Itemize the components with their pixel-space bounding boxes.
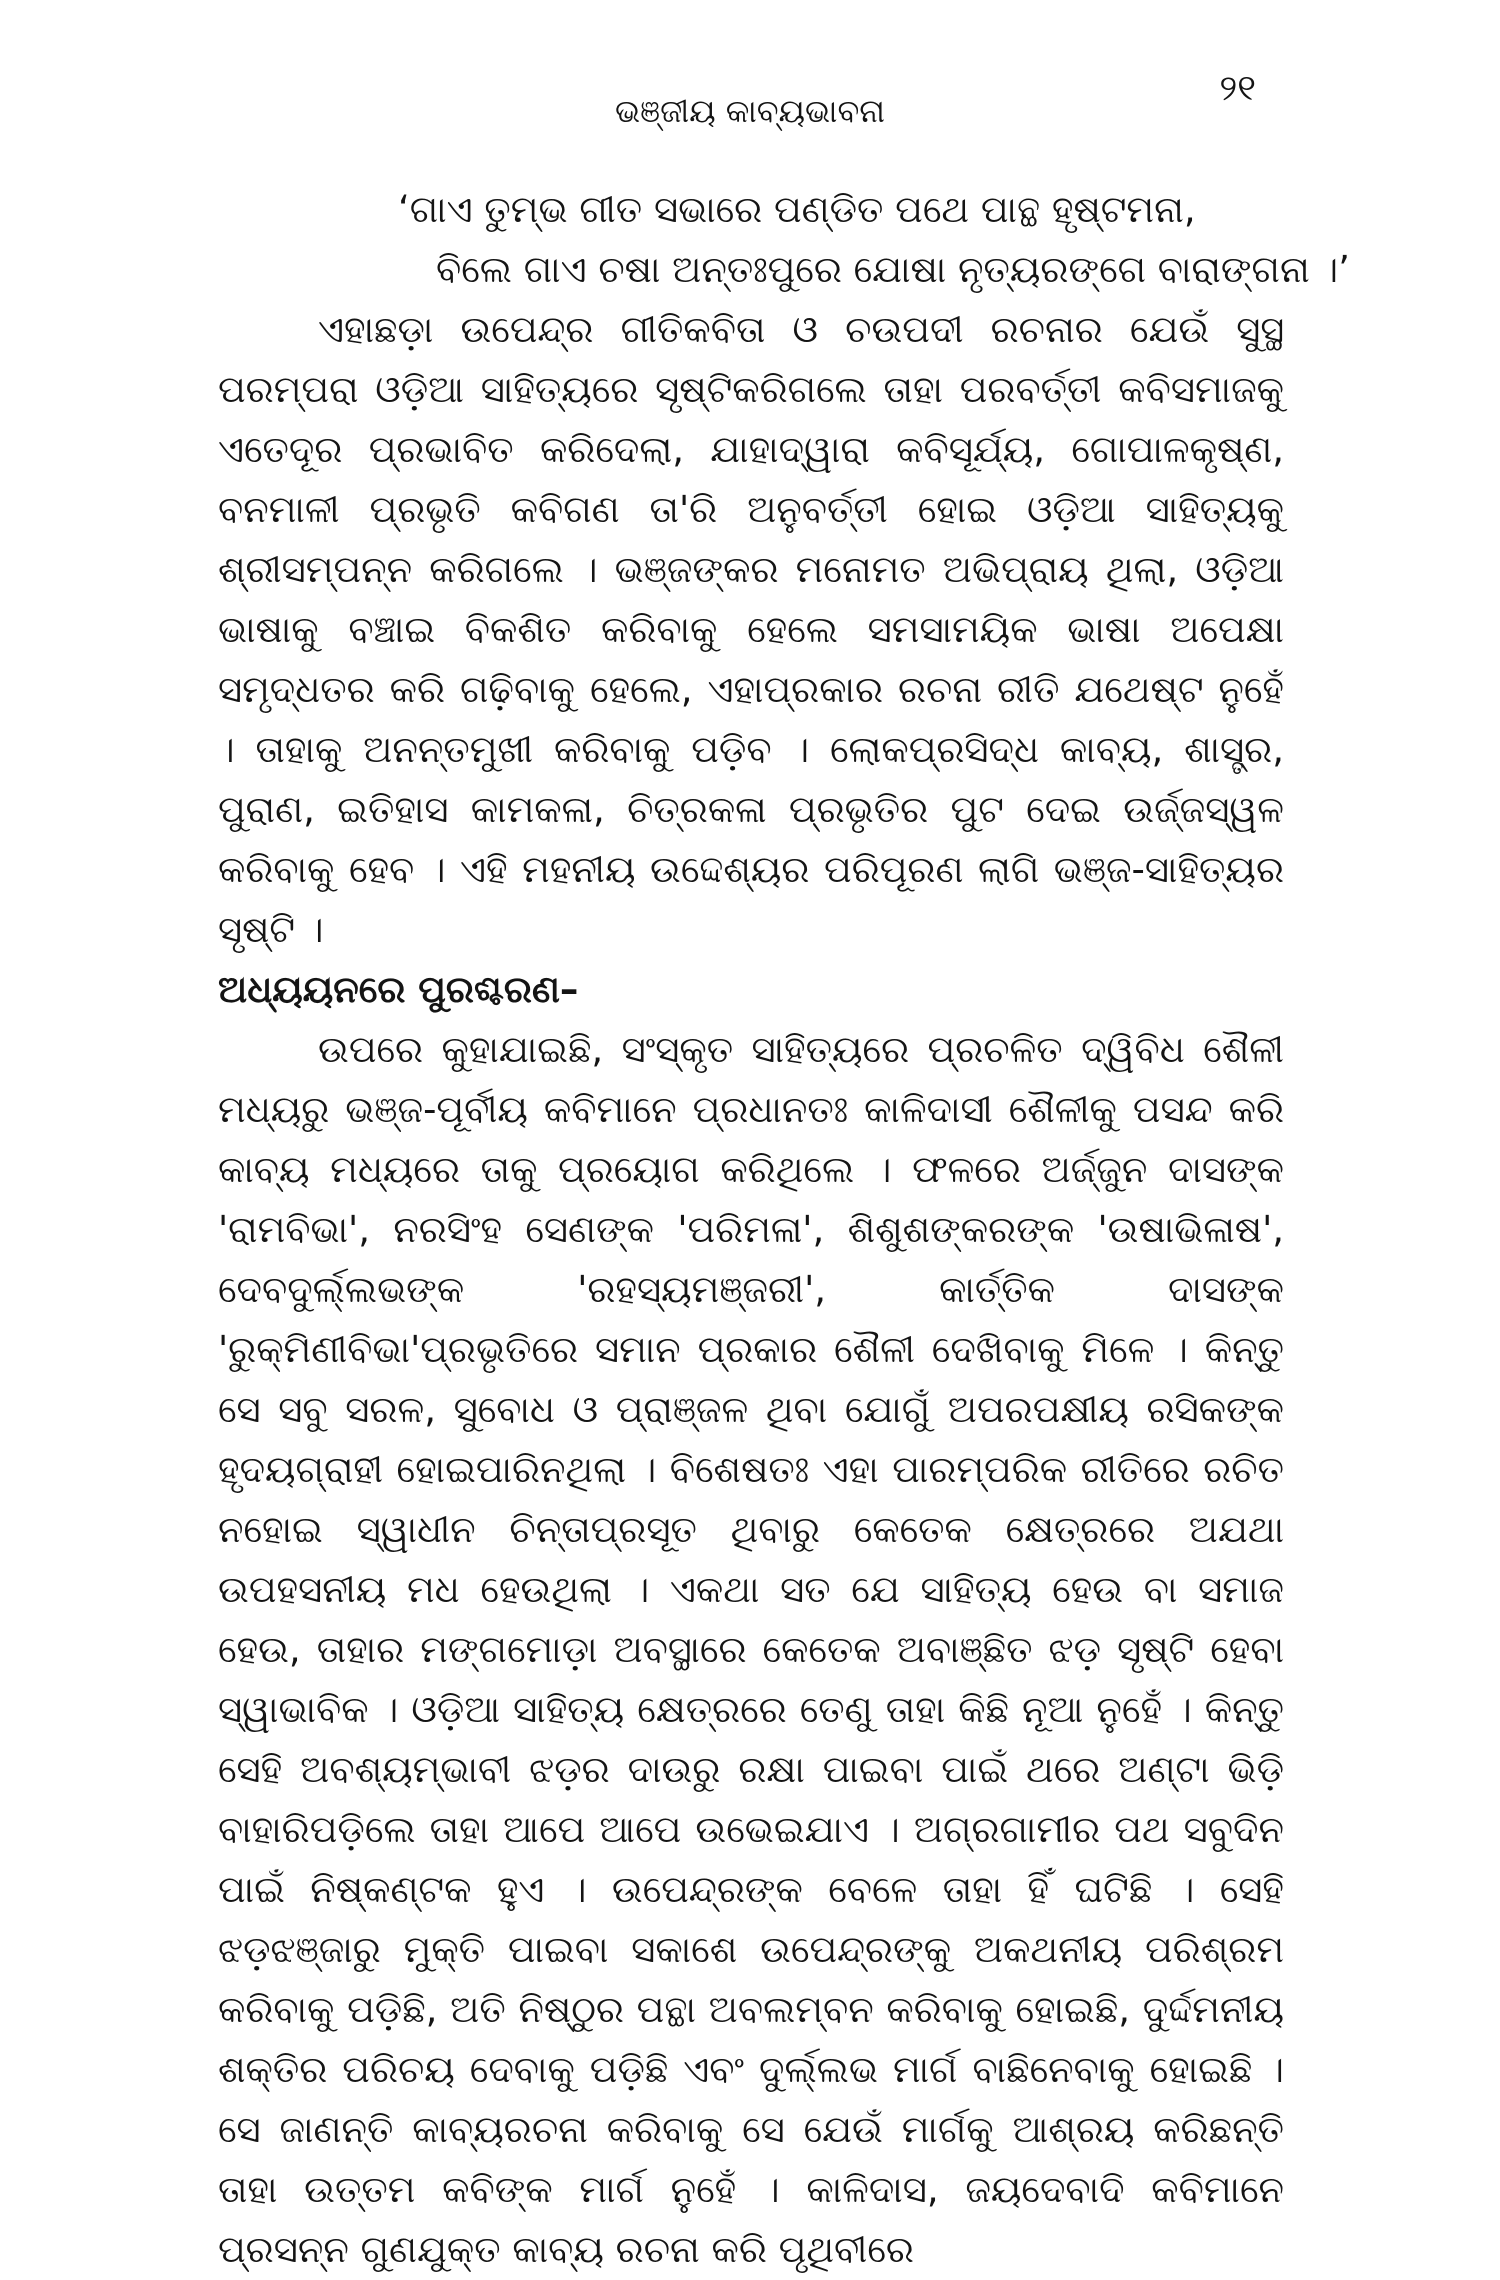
verse-line-2: ବିଲେ ଗାଏ ଚଷା ଅନ୍ତଃପୁରେ ଯୋଷା ନୃତ୍ୟରଙ୍ଗେ ବାରାଙ୍ଗନା ।’ bbox=[436, 248, 1350, 291]
paragraph-2: ଉପରେ କୁହାଯାଇଛି, ସଂସ୍କୃତ ସାହିତ୍ୟରେ ପ୍ରଚଳିତ ଦ୍ୱିବିଧ ଶୈଳୀ ମଧ୍ୟରୁ ଭଞ୍ଜ-ପୂର୍ବୀୟ କବିମାନେ ପ୍ରଧାନତଃ କାଳିଦାସୀ ଶୈଳୀକୁ ପସନ୍ଦ କରି କାବ୍ୟ ମଧ୍ୟରେ ତାକୁ ପ୍ରୟୋଗ କରିଥିଲେ । ଫଳରେ ଅର୍ଜ୍ଜୁନ ଦାସଙ୍କ 'ରାମବିଭା', ନରସିଂହ ସେଣଙ୍କ 'ପରିମଳା', ଶିଶୁଶଙ୍କରଙ୍କ 'ଉଷାଭିଳାଷ', ଦେବଦୁର୍ଲ୍ଲଭଙ୍କ 'ରହସ୍ୟମଞ୍ଜରୀ', କାର୍ତ୍ତିକ ଦାସଙ୍କ 'ରୁକ୍ମିଣୀବିଭା'ପ୍ରଭୃତିରେ ସମାନ ପ୍ରକାର ଶୈଳୀ ଦେଖିବାକୁ ମିଳେ । କିନ୍ତୁ ସେ ସବୁ ସରଳ, ସୁବୋଧ ଓ ପ୍ରାଞ୍ଜଳ ଥିବା ଯୋଗୁଁ ଅପରପକ୍ଷୀୟ ରସିକଙ୍କ ହୃଦୟଗ୍ରାହୀ ହୋଇପାରିନଥିଲା । ବିଶେଷତଃ ଏହା ପାରମ୍ପରିକ ରୀତିରେ ରଚିତ ନହୋଇ ସ୍ୱାଧୀନ ଚିନ୍ତାପ୍ରସୂତ ଥିବାରୁ କେତେକ କ୍ଷେତ୍ରରେ ଅଯଥା ଉପହସନୀୟ ମଧ ହେଉଥିଲା । ଏକଥା ସତ ଯେ ସାହିତ୍ୟ ହେଉ ବା ସମାଜ ହେଉ, ତାହାର ମଙ୍ଗମୋଡ଼ା ଅବସ୍ଥାରେ କେତେକ ଅବାଞ୍ଛିତ ଝଡ଼ ସୃଷ୍ଟି ହେବା ସ୍ୱାଭାବିକ । ଓଡ଼ିଆ ସାହିତ୍ୟ କ୍ଷେତ୍ରରେ ତେଣୁ ତାହା କିଛି ନୂଆ ନୁହେଁ । କିନ୍ତୁ ସେହି ଅବଶ୍ୟମ୍ଭାବୀ ଝଡ଼ର ଦାଉରୁ ରକ୍ଷା ପାଇବା ପାଇଁ ଥରେ ଅଣ୍ଟା ଭିଡ଼ି ବାହାରିପଡ଼ିଲେ ତାହା ଆପେ ଆପେ ଉଭେଇଯାଏ । ଅଗ୍ରଗାମୀର ପଥ ସବୁଦିନ ପାଇଁ ନିଷ୍କଣ୍ଟକ ହୁଏ । ଉପେନ୍ଦ୍ରଙ୍କ ବେଳେ ତାହା ହିଁ ଘଟିଛି । ସେହି ଝଡ଼ଝଞ୍ଜାରୁ ମୁକ୍ତି ପାଇବା ସକାଶେ ଉପେନ୍ଦ୍ରଙ୍କୁ ଅକଥନୀୟ ପରିଶ୍ରମ କରିବାକୁ ପଡ଼ିଛି, ଅତି ନିଷ୍ଠୁର ପନ୍ଥା ଅବଲମ୍ବନ କରିବାକୁ ହୋଇଛି, ଦୁର୍ଦ୍ଦମନୀୟ ଶକ୍ତିର ପରିଚୟ ଦେବାକୁ ପଡ଼ିଛି ଏବଂ ଦୁର୍ଲ୍ଲଭ ମାର୍ଗ ବାଛିନେବାକୁ ହୋଇଛି । ସେ ଜାଣନ୍ତି କାବ୍ୟରଚନା କରିବାକୁ ସେ ଯେଉଁ ମାର୍ଗକୁ ଆଶ୍ରୟ କରିଛନ୍ତି ତାହା ଉତ୍ତମ କବିଙ୍କ ମାର୍ଗ ନୁହେଁ । କାଳିଦାସ, ଜୟଦେବାଦି କବିମାନେ ପ୍ରସନ୍ନ ଗୁଣଯୁକ୍ତ କାବ୍ୟ ରଚନା କରି ପୃଥିବୀରେ bbox=[218, 1028, 1284, 2271]
section-heading: ଅଧ୍ୟୟନରେ ପୁରଶ୍ଚରଣ– bbox=[218, 968, 579, 1011]
verse-quotation bbox=[218, 180, 1350, 300]
verse-line-1: ‘ଗାଏ ତୁମ୍ଭ ଗୀତ ସଭାରେ ପଣ୍ଡିତ ପଥେ ପାନ୍ଥ ହୃଷ୍ଟମନା, bbox=[398, 188, 1196, 231]
running-header: ଭଞ୍ଜୀୟ କାବ୍ୟଭାବନା bbox=[614, 92, 885, 130]
page-body bbox=[218, 180, 1350, 2280]
paragraph-1: ଏହାଛଡ଼ା ଉପେନ୍ଦ୍ର ଗୀତିକବିତା ଓ ଚଉପଦୀ ରଚନାର ଯେଉଁ ସୁସ୍ଥ ପରମ୍ପରା ଓଡ଼ିଆ ସାହିତ୍ୟରେ ସୃଷ୍ଟିକରିଗଲେ ତାହା ପରବର୍ତ୍ତୀ କବିସମାଜକୁ ଏତେଦୂର ପ୍ରଭାବିତ କରିଦେଲା, ଯାହାଦ୍ୱାରା କବିସୂର୍ଯ୍ୟ, ଗୋପାଳକୃଷ୍ଣ, ବନମାଳୀ ପ୍ରଭୃତି କବିଗଣ ତା'ରି ଅନୁବର୍ତ୍ତୀ ହୋଇ ଓଡ଼ିଆ ସାହିତ୍ୟକୁ ଶ୍ରୀସମ୍ପନ୍ନ କରିଗଲେ । ଭଞ୍ଜଙ୍କର ମନୋମତ ଅଭିପ୍ରାୟ ଥିଲା, ଓଡ଼ିଆ ଭାଷାକୁ ବଞ୍ଚାଇ ବିକଶିତ କରିବାକୁ ହେଲେ ସମସାମୟିକ ଭାଷା ଅପେକ୍ଷା ସମୃଦ୍ଧତର କରି ଗଢ଼ିବାକୁ ହେଲେ, ଏହାପ୍ରକାର ରଚନା ରୀତି ଯଥେଷ୍ଟ ନୁହେଁ । ତାହାକୁ ଅନନ୍ତମୁଖୀ କରିବାକୁ ପଡ଼ିବ । ଲୋକପ୍ରସିଦ୍ଧ କାବ୍ୟ, ଶାସ୍ତ୍ର, ପୁରାଣ, ଇତିହାସ କାମକଳା, ଚିତ୍ରକଳା ପ୍ରଭୃତିର ପୁଟ ଦେଇ ଉର୍ଜ୍ଜସ୍ୱଳ କରିବାକୁ ହେବ । ଏହି ମହନୀୟ ଉଦ୍ଦେଶ୍ୟର ପରିପୂରଣ ଲାଗି ଭଞ୍ଜ-ସାହିତ୍ୟର ସୃଷ୍ଟି । bbox=[218, 308, 1284, 951]
page-number: ୨୧ bbox=[1219, 68, 1256, 109]
